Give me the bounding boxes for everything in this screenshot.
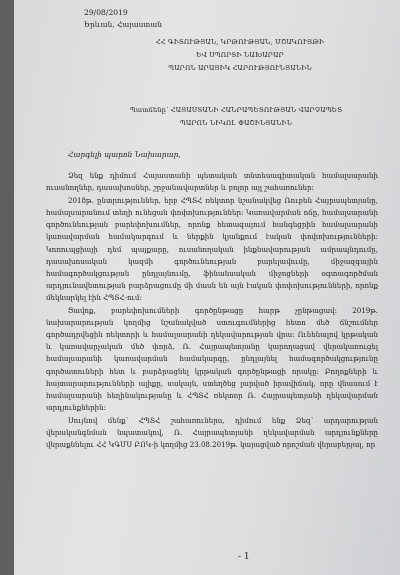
letter-body	[46, 170, 378, 452]
body-paragraph: 2018թ. ընտրություններ, երբ ՀՊՏՀ ռեկտոր նշանակվեց Ռուբեն Հայրապետյանը, համալսարանում տեղի ունեցան փոփոխություններ: Կառավարման ոճը, համալսարանի գործունեության բարեփոխումներ, որոնք հետագայում հանգեցրին համալսարանի կառավարման համակարգում և ներքին կյանքում էական փոփոխությունների: Կոռուպցիայի դեմ պայքարը, ուսանողական ինքնավարության ամրապնդումը, դասախոսական կազմի գործունեության բարելավումը, միջազգային համագործակցության ընդլայնումը, ֆինանսական միջոցների օգտագործման արդյունավետության բարձրացումը մի մասն են այն էական փոփոխությունների, որոնք մեկնարկել էին ՀՊՏՀ-ում:	[46, 196, 378, 302]
salutation: Հարգելի պարոն Նախարար,	[68, 150, 181, 159]
letter-date: 29/08/2019	[84, 8, 128, 17]
copy-addressee-line: Պատճենը՝ ՀԱՅԱՍՏԱՆԻ ՀԱՆՐԱՊԵՏՈՒԹՅԱՆ ՎԱՐՉԱՊԵՏ	[129, 106, 343, 114]
addressee-line: ՊԱՐՈՆ ԱՐԱՅԻԿ ՀԱՐՈՒԹՅՈՒՆՅԱՆԻՆ	[168, 64, 312, 72]
body-paragraph: Ձեզ ենք դիմում Հայաստանի պետական տնտեսագիտական համալսարանի ուսանողներ, դասախոսներ, շրջանավարտներ և բոլոր այլ շահառուներ:	[46, 171, 378, 193]
addressee-line: ՀՀ ԳԻՏՈՒԹՅԱՆ, ԿՐԹՈՒԹՅԱՆ, ՄՇԱԿՈՒՅԹԻ	[155, 38, 325, 46]
addressee-line: ԵՎ ՍՊՈՐՏԻ ՆԱԽԱՐԱՐ	[196, 51, 284, 59]
letter-place: Երևան, Հայաստան	[84, 20, 162, 29]
body-paragraph: Ցավոք, բարեփոխումների գործընթացը հարթ չընթացավ: 2019թ. նախարարության կողմից նշանակված ստուգումներից հետո մեծ ճնշումներ գործադրվեցին ռեկտորի և համալսարանի ղեկավարության վրա: Ունենալով կրթական և կառավարչական մեծ փորձ, Ռ. Հայրապետյանը կարողացավ վերակառուցել համալսարանի կառավարման համակարգը, ընդլայնել համագործակցությունը գործատուների հետ և բարձրացնել կրթական գործընթացի որակը: Բողոքների և հայտարարությունների ալիքը, սակայն, ստեղծեց լարված իրավիճակ, որը վնասում է համալսարանի հեղինակությանը և ՀՊՏՀ ռեկտոր Ռ. Հայրապետյանի ղեկավարման արդյունքներին:	[46, 306, 378, 412]
body-paragraph: Սույնով մենք՝ ՀՊՏՀ շահառուներս, դիմում ենք Ձեզ՝ արդարության վերականգնման նպատակով, Ռ. Հայրապետյանի ղեկավարման արդյունքները վերաքննելու ՀՀ ԿԳՄՍ ԲՈԿ-ի կողմից 23.08.2019թ. կայացված որոշման վերաբերյալ, որ	[46, 415, 378, 450]
document-page	[14, 0, 400, 575]
copy-addressee-line: ՊԱՐՈՆ ՆԻԿՈԼ ՓԱՇԻՆՅԱՆԻՆ	[179, 119, 293, 127]
page-number: - 1	[238, 552, 250, 562]
